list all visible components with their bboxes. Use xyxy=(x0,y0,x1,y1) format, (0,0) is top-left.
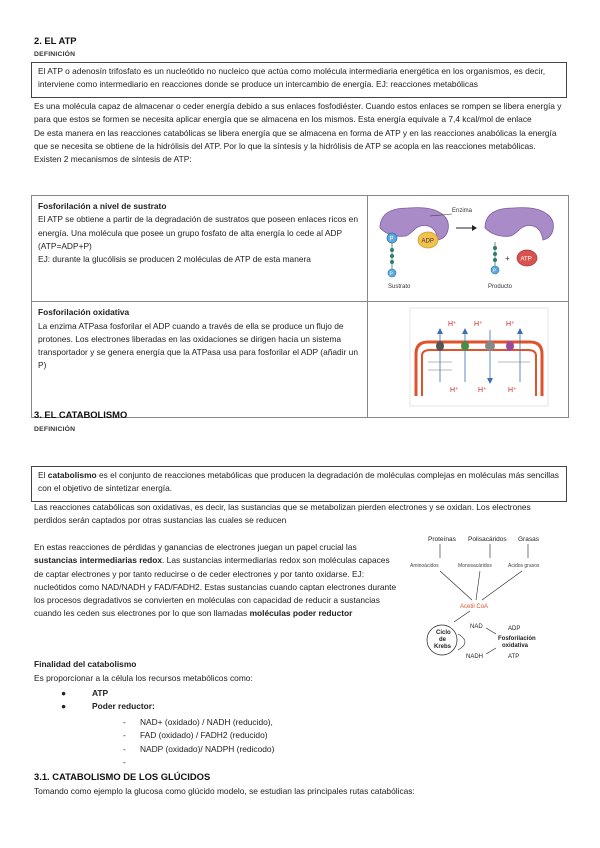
proton-label: H⁺ xyxy=(508,387,517,395)
enzima-label: Enzima xyxy=(452,208,473,214)
para2-c: . Las sustancias intermediarias redox son moléculas capaces de captar electrones y por tanto reducirse o de ceder electrones y por tanto oxidarse. EJ: nucleótidos como NAD/NADH y FAD/FADH2. Estas sustancias cuando captan electrones durante los procesos degradativos se convierten en moléculas con capacidad de reducir a sustancias cuando les ceden sus electrones por lo que son llamadas xyxy=(34,555,397,619)
enzyme-shape-right xyxy=(485,208,553,240)
complex xyxy=(485,341,495,351)
atp-mechanisms-table xyxy=(31,195,569,418)
mech1-figure-cell xyxy=(368,196,569,302)
sub-item-label: NAD+ (oxidado) / NADH (reducido), xyxy=(140,717,273,727)
grasas-label: Grasas xyxy=(518,536,539,543)
atpase xyxy=(506,341,514,351)
phosphate-label-left: P xyxy=(389,236,394,243)
definition-label: DEFINICIÓN xyxy=(34,51,76,58)
catabolismo-para-2 xyxy=(34,541,399,621)
atp-paragraphs xyxy=(34,100,564,166)
proton-label: H⁺ xyxy=(448,321,457,329)
catabolismo-para-1: Las reacciones catabólicas son oxidativas, es decir, las sustancias que se metabolizan pierden electrones y se oxidan. Los electrones perdidos serán captados por otras sustancias las cuales se reducen xyxy=(34,502,531,526)
product-bead xyxy=(493,246,497,250)
proton-label: H⁺ xyxy=(506,321,515,329)
poder-reductor-sublist: - NAD+ (oxidado) / NADH (reducido), - FAD (oxidado) / FADH2 (reducido) - NADP (oxidado)/ NADPH (redicodo) - xyxy=(34,716,554,756)
bullet-atp: ● ATP xyxy=(61,688,109,698)
reaction-arrowhead xyxy=(472,225,477,231)
sub-item: - NADP (oxidado)/ NADPH (redicodo) xyxy=(123,743,275,754)
complex xyxy=(461,341,469,351)
nad-label: NAD xyxy=(470,624,483,630)
def-bold-term: catabolismo xyxy=(47,470,97,480)
bullet-atp-label: ATP xyxy=(92,688,109,698)
product-bead xyxy=(493,252,497,256)
substrate-bead xyxy=(390,254,394,258)
arrow xyxy=(486,628,496,634)
fosforilacion-label: Fosforilación xyxy=(498,636,536,642)
finalidad-title: Finalidad del catabolismo xyxy=(34,659,137,669)
product-bead xyxy=(493,258,497,262)
atp-para-2: De esta manera en las reacciones catabólicas se libera energía que se almacena en forma de ATP y en las reacciones anabólicas la energía que se necesita se obtiene de la hidrólisis del ATP. Por lo que la síntesis y la hidrólisis de ATP se acopla en las reacciones metabólicas. xyxy=(34,127,557,151)
bullet-poder-label: Poder reductor: xyxy=(92,701,155,712)
para2-d: moléculas poder reductor xyxy=(249,608,353,619)
mech1-title: Fosforilación a nivel de sustrato xyxy=(38,201,167,211)
def-post: es el conjunto de reacciones metabólicas que producen la degradación de moléculas complejas en moléculas más sencillas con el objetivo de sintetizar energía. xyxy=(38,470,559,493)
mech2-cell xyxy=(32,302,368,417)
mech1-text-1: El ATP se obtiene a partir de la degradación de sustratos que poseen enlaces ricos en energía. Una molécula que posee un grupo fosfato de alta energía lo cede al ADP (ATP=ADP+P) xyxy=(38,214,359,251)
arrow xyxy=(476,571,480,600)
sub-item-label: FAD (oxidado) / FADH2 (reducido) xyxy=(140,730,268,741)
oxidativa-label: oxidativa xyxy=(502,643,529,649)
atp-para-1: Es una molécula capaz de almacenar o ceder energía debido a sus enlaces fosfodiéster. Cuando estos enlaces se rompen se libera energía y para que estos se formen se necesita aplicar energía que se almacena en los mismos. Esta energía equivale a 7,4 kcal/mol de enlace xyxy=(34,101,562,125)
polisacaridos-label: Polisacáridos xyxy=(468,536,507,543)
mech2-text: La enzima ATPasa fosforilar el ADP cuando a través de ella se produce un flujo de protones. Los electrones liberadas en las oxidaciones se dirigen hacia un sistema transportador y se genera energía que la ATPasa usa para fosforilar el ADP (añadir un P) xyxy=(38,320,358,371)
atp-definition-box xyxy=(31,62,567,98)
plus-sign: + xyxy=(505,254,510,263)
monosacaridos-label: Monosacáridos xyxy=(458,563,492,569)
arrow xyxy=(486,648,496,654)
finalidad-intro: Es proporcionar a la célula los recursos metabólicos como: xyxy=(34,673,253,683)
adp-label: ADP xyxy=(421,238,434,245)
substrate-bead xyxy=(390,248,394,252)
proteinas-label: Proteínas xyxy=(428,536,456,543)
acidos-grasos-label: Ácidos grasos xyxy=(508,563,540,569)
atp-label-2: ATP xyxy=(508,654,520,660)
oxidative-phosphorylation-diagram xyxy=(370,304,565,410)
para2-b: sustancias intermediarias redox xyxy=(34,555,163,566)
mech2-figure-cell xyxy=(368,302,569,417)
proton-label: H⁺ xyxy=(450,387,459,395)
arrow xyxy=(440,571,472,600)
acetil-coa-label: Acetil CoA xyxy=(460,604,489,610)
catabolism-diagram xyxy=(410,530,570,660)
finalidad-list xyxy=(34,687,554,714)
redox-arc xyxy=(458,634,465,650)
complex xyxy=(436,341,444,351)
substrate-end-label: P xyxy=(389,271,393,278)
substrate-phosphorylation-diagram xyxy=(370,198,565,295)
arrow xyxy=(482,571,522,600)
section-title-catabolismo: 3. EL CATABOLISMO xyxy=(34,409,128,420)
mech2-title: Fosforilación oxidativa xyxy=(38,307,130,318)
sub-item-label: NADP (oxidado)/ NADPH (redicodo) xyxy=(140,743,275,754)
de-label: de xyxy=(439,637,447,643)
arrow xyxy=(454,611,470,622)
proton-label: H⁺ xyxy=(478,387,487,395)
adp-label-2: ADP xyxy=(508,626,521,632)
atp-definition-text: El ATP o adenosín trifosfato es un nucleótido no nucleico que actúa como molécula intermediaria energética en los organismos, es decir, interviene como intermediario en reacciones donde se produce un intercambio de energía. EJ: reacciones metabólicas xyxy=(38,66,546,89)
def-pre: El xyxy=(38,470,48,480)
proton-label: H⁺ xyxy=(474,321,483,329)
substrate-bead xyxy=(390,260,394,264)
sub-item: - NAD+ (oxidado) / NADH (reducido), xyxy=(123,717,273,727)
atp-para-3: Existen 2 mecanismos de síntesis de ATP: xyxy=(34,154,192,165)
mech1-cell xyxy=(32,196,368,302)
producto-label: Producto xyxy=(488,284,513,290)
ciclo-label: Ciclo xyxy=(436,630,451,636)
aminoacidos-label: Aminoácidos xyxy=(410,563,439,569)
atp-label: ATP xyxy=(520,256,532,263)
sustrato-label: Sustrato xyxy=(388,284,411,290)
krebs-label: Krebs xyxy=(434,644,452,650)
definition-label-2: DEFINICIÓN xyxy=(34,426,76,433)
sub-item: - FAD (oxidado) / FADH2 (reducido) xyxy=(123,730,268,741)
bullet-poder-reductor: ● Poder reductor: xyxy=(61,701,155,712)
nadh-label: NADH xyxy=(466,654,484,660)
product-end-label: P xyxy=(492,268,496,275)
catabolismo-glucidos-text: Tomando como ejemplo la glucosa como glúcido modelo, se estudian las principales rutas catabólicas: xyxy=(34,786,415,796)
section-title-atp: 2. EL ATP xyxy=(34,35,77,46)
catabolismo-definition-box xyxy=(31,466,567,502)
mech1-text-2: EJ: durante la glucólisis se producen 2 moléculas de ATP de esta manera xyxy=(38,254,311,265)
section-title-catabolismo-glucidos: 3.1. CATABOLISMO DE LOS GLÚCIDOS xyxy=(34,771,211,782)
para2-a: En estas reacciones de pérdidas y ganancias de electrones juegan un papel crucial las xyxy=(34,542,357,552)
